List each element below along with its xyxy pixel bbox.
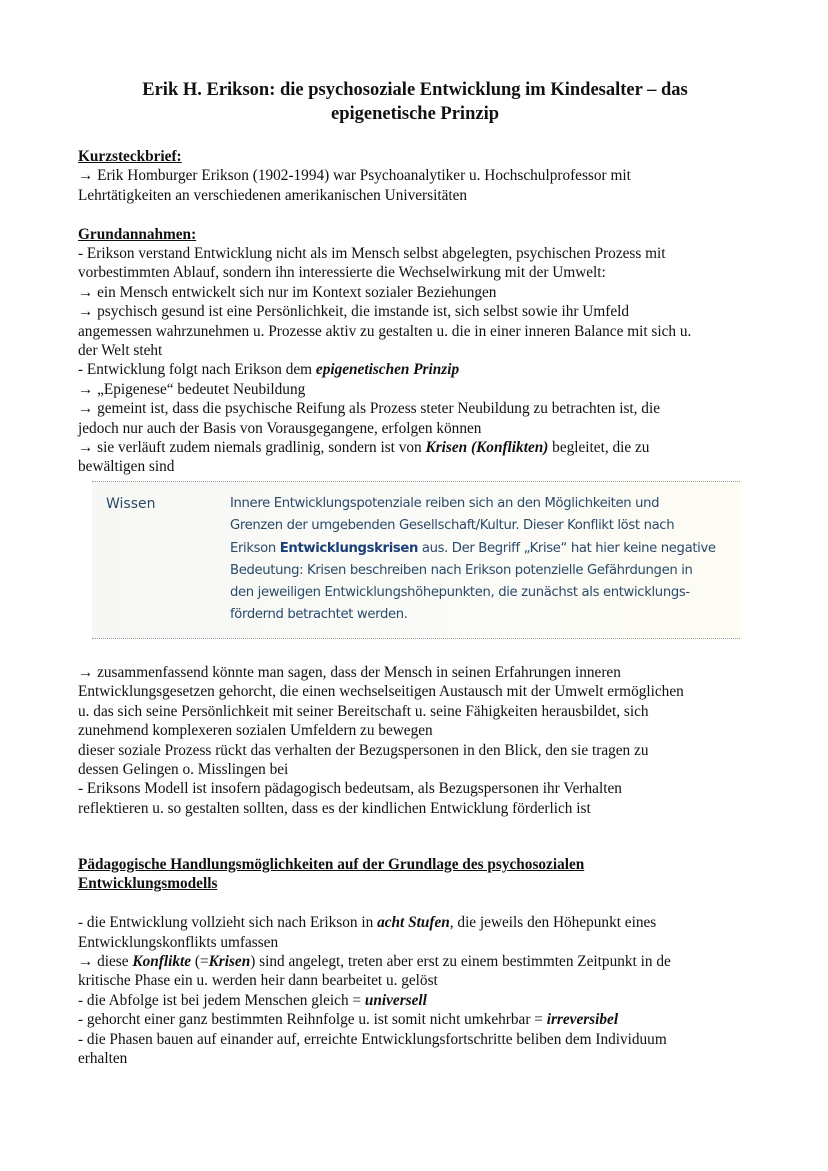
text-span: vorbestimmten Ablauf, sondern ihn interessierte die Wechselwirkung mit der Umwelt: xyxy=(78,264,606,282)
text-line xyxy=(230,515,716,537)
text-span: - gehorcht einer ganz bestimmten Reihnfolge u. ist somit nicht umkehrbar = xyxy=(78,1011,547,1029)
section-heading: Kurzsteckbrief: xyxy=(78,148,182,165)
text-span: (= xyxy=(191,953,209,971)
text-line xyxy=(78,244,768,263)
emphasis-text: Entwicklungskrisen xyxy=(279,540,419,556)
text-span: → Erik Homburger Erikson (1902-1994) war Psychoanalytiker u. Hochschulprofessor mit xyxy=(78,167,631,185)
text-span: ) sind angelegt, treten aber erst zu einem bestimmten Zeitpunkt in de xyxy=(250,953,671,971)
text-span: - Entwicklung folgt nach Erikson dem xyxy=(78,361,316,379)
text-line xyxy=(78,971,768,990)
text-span: Bedeutung: Krisen beschreiben nach Erikson potenzielle Gefährdungen in xyxy=(230,562,693,578)
text-line xyxy=(78,799,768,818)
text-line xyxy=(78,874,768,893)
text-line xyxy=(78,438,768,457)
info-box-text xyxy=(230,493,716,627)
text-span: → gemeint ist, dass die psychische Reifung als Prozess steter Neubildung zu betrachten ist, die xyxy=(78,400,660,418)
emphasis-text: irreversibel xyxy=(546,1011,619,1029)
text-line xyxy=(78,225,768,244)
text-span: reflektieren u. so gestalten sollten, dass es der kindlichen Entwicklung förderlich ist xyxy=(78,799,591,817)
text-span: angemessen wahrzunehmen u. Prozesse aktiv zu gestalten u. die in einer inneren Balance mit sich u. xyxy=(78,322,692,340)
section-heading: Entwicklungsmodells xyxy=(78,875,218,893)
text-span: , die jeweils den Höhepunkt eines xyxy=(449,914,657,932)
text-span: - die Abfolge ist bei jedem Menschen gleich = xyxy=(78,991,365,1009)
text-line xyxy=(78,1049,768,1068)
title-line: Erik H. Erikson: die psychosoziale Entwicklung im Kindesalter – das xyxy=(142,80,688,100)
emphasis-text: acht Stufen xyxy=(377,914,450,932)
text-line xyxy=(78,147,768,166)
text-line xyxy=(230,493,716,515)
text-line xyxy=(78,1010,768,1029)
text-span: Entwicklungskonflikts umfassen xyxy=(78,933,279,951)
text-span: - die Phasen bauen auf einander auf, erreichte Entwicklungsfortschritte beliben dem Individuum xyxy=(78,1030,667,1048)
text-span: u. das sich seine Persönlichkeit mit seiner Bereitschaft u. seine Fähigkeiten herausbildet, sich xyxy=(78,702,649,720)
emphasis-text: universell xyxy=(364,991,427,1009)
text-line xyxy=(78,360,768,379)
section-heading: Grundannahmen: xyxy=(78,225,197,243)
intro-section xyxy=(78,147,768,477)
text-line xyxy=(78,302,768,321)
text-span: dessen Gelingen o. Misslingen bei xyxy=(78,761,289,779)
text-span: kritische Phase ein u. werden heir dann bearbeitet u. gelöst xyxy=(78,972,438,990)
emphasis-text: Konflikte xyxy=(132,953,192,971)
text-span: → diese xyxy=(78,953,133,971)
text-line xyxy=(78,399,768,418)
text-span: → zusammenfassend könnte man sagen, dass der Mensch in seinen Erfahrungen inneren xyxy=(78,664,621,681)
spacer xyxy=(78,205,768,224)
emphasis-text: Krisen xyxy=(208,953,251,971)
text-line xyxy=(78,283,768,302)
text-span: Entwicklungsgesetzen gehorcht, die einen wechselseitigen Austausch mit der Umwelt ermöglichen xyxy=(78,683,684,701)
text-line xyxy=(78,322,768,341)
pedagogy-section xyxy=(78,855,768,1068)
text-span: → ein Mensch entwickelt sich nur im Kontext sozialer Beziehungen xyxy=(78,283,497,301)
text-span: - Eriksons Modell ist insofern pädagogisch bedeutsam, als Bezugspersonen ihr Verhalten xyxy=(78,780,622,798)
text-span: der Welt steht xyxy=(78,342,163,360)
text-span: bewältigen sind xyxy=(78,458,175,476)
text-line xyxy=(78,855,768,874)
text-line xyxy=(78,663,768,682)
text-line xyxy=(78,341,768,360)
text-span: Grenzen der umgebenden Gesellschaft/Kultur. Dieser Konflikt löst nach xyxy=(230,518,675,534)
text-span: erhalten xyxy=(78,1050,128,1068)
text-line xyxy=(78,702,768,721)
text-line xyxy=(78,682,768,701)
text-span: fördernd betrachtet werden. xyxy=(230,607,408,623)
text-span: → psychisch gesund ist eine Persönlichkeit, die imstande ist, sich selbst sowie ihr Umfeld xyxy=(78,303,630,321)
text-line xyxy=(230,582,716,604)
info-box-label: Wissen xyxy=(106,496,156,512)
text-span: → sie verläuft zudem niemals gradlinig, sondern ist von xyxy=(78,439,426,457)
text-span: → „Epigenese“ bedeutet Neubildung xyxy=(78,380,306,398)
wissen-info-box xyxy=(92,481,740,639)
text-span: Innere Entwicklungspotenziale reiben sich an den Möglichkeiten und xyxy=(230,496,660,511)
text-line xyxy=(230,560,716,582)
text-line xyxy=(78,186,768,205)
text-span: den jeweiligen Entwicklungshöhepunkten, die zunächst als entwicklungs- xyxy=(230,585,690,601)
text-span: Lehrtätigkeiten an verschiedenen amerikanischen Universitäten xyxy=(78,186,468,204)
text-line xyxy=(78,779,768,798)
emphasis-text: epigenetischen Prinzip xyxy=(315,361,460,379)
text-line xyxy=(78,760,768,779)
text-line xyxy=(78,380,768,399)
text-line xyxy=(78,952,768,971)
text-line xyxy=(78,1030,768,1049)
text-line xyxy=(78,913,768,932)
section-heading: Pädagogische Handlungsmöglichkeiten auf der Grundlage des psychosozialen xyxy=(78,856,585,873)
text-line xyxy=(78,721,768,740)
text-span: zunehmend komplexeren sozialen Umfeldern zu bewegen xyxy=(78,722,433,740)
text-span: - Erikson verstand Entwicklung nicht als im Mensch selbst abgelegten, psychischen Prozess mit xyxy=(78,245,666,263)
text-span: begleitet, die zu xyxy=(548,439,650,457)
text-line xyxy=(78,419,768,438)
text-span: jedoch nur auch der Basis von Vorausgegangene, erfolgen können xyxy=(78,419,482,437)
text-line xyxy=(78,457,768,476)
text-line xyxy=(78,166,768,185)
summary-section xyxy=(78,663,768,818)
text-line xyxy=(78,741,768,760)
text-line xyxy=(230,538,716,560)
text-line xyxy=(78,991,768,1010)
text-line xyxy=(78,933,768,952)
text-span: dieser soziale Prozess rückt das verhalten der Bezugspersonen in den Blick, den sie tragen zu xyxy=(78,741,649,759)
text-span: aus. Der Begriff „Krise“ hat hier keine negative xyxy=(418,540,716,556)
emphasis-text: Krisen (Konflikten) xyxy=(425,439,549,457)
text-span: - die Entwicklung vollzieht sich nach Erikson in xyxy=(78,914,378,932)
text-span: Erikson xyxy=(230,540,280,556)
document-title xyxy=(100,78,730,126)
title-line: epigenetische Prinzip xyxy=(330,104,500,124)
text-line xyxy=(230,604,716,626)
spacer xyxy=(78,894,768,913)
text-line xyxy=(78,263,768,282)
